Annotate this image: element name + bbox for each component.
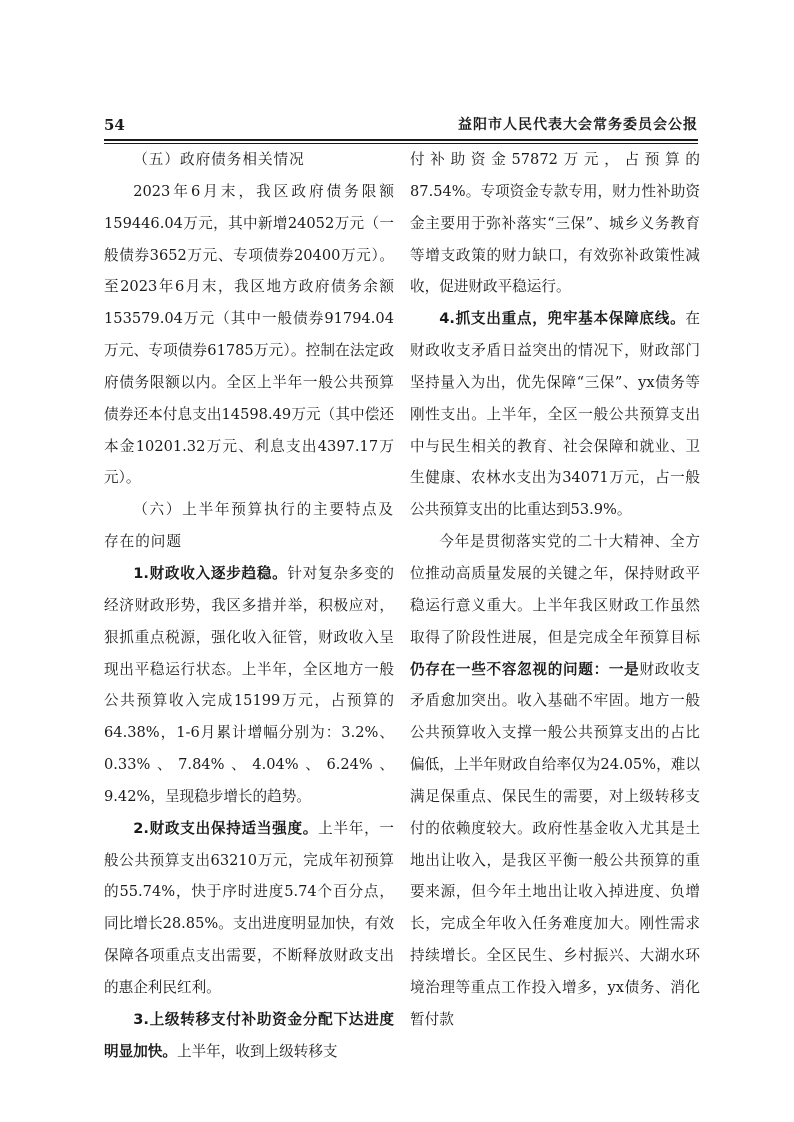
page-number: 54 <box>104 116 125 134</box>
left-column <box>104 144 394 1067</box>
point-body-expenditure: 上半年，一般公共预算支出63210万元，完成年初预算的55.74%，快于序时进度5.74个百分点，同比增长28.85%。支出进度明显加快，有效保障各项重点支出需要，不断释放财政支出的惠企利民红利。 <box>104 819 394 996</box>
paragraph-transfer-continued: 付补助资金57872万元，占预算的87.54%。专项资金专款专用，财力性补助资金主要用于弥补落实“三保”、城乡义务教育等增支政策的财力缺口，有效弥补政策性减收，促进财政平稳运行。 <box>410 151 700 296</box>
paragraph-revenue <box>104 558 394 813</box>
point-heading-priority: 4.抓支出重点，兜牢基本保障底线。 <box>439 310 686 328</box>
journal-title: 益阳市人民代表大会常务委员会公报 <box>458 117 698 133</box>
paragraph-debt: 2023年6月末，我区政府债务限额159446.04万元，其中新增24052万元（一般债券3652万元、专项债券20400万元）。至2023年6月末，我区地方政府债务余额153579.04万元（其中一般债券91794.04万元、专项债券61785万元）。控制在法定政府债务限额以内。全区上半年一般公共预算债券还本付息支出14598.49万元（其中偿还本金10201.32万元、利息支出4397.17万元）。 <box>104 182 394 487</box>
point-body-revenue: 针对复杂多变的经济财政形势，我区多措并举，积极应对，狠抓重点税源，强化收入征管，财政收入呈现出平稳运行状态。上半年，全区地方一般公共预算收入完成15199万元，占预算的64.38%，1-6月累计增幅分别为：3.2%、0.33%、7.84%、4.04%、6.24%、9.42%，呈现稳步增长的趋势。 <box>104 564 394 805</box>
point-heading-expenditure: 2.财政支出保持适当强度。 <box>133 819 319 837</box>
point-heading-transfer: 3.上级转移支付补助资金分配下达进度明显加快。 <box>104 1010 394 1060</box>
paragraph-priority-spending <box>410 303 700 526</box>
paragraph-expenditure <box>104 813 394 1004</box>
header-rule-thick <box>104 139 698 141</box>
point-heading-revenue: 1.财政收入逐步趋稳。 <box>133 564 288 582</box>
point-body-transfer: 上半年，收到上级转移支 <box>176 1042 338 1060</box>
problems-body: 财政收支矛盾愈加突出。收入基础不牢固。地方一般公共预算收入支撑一般公共预算支出的占比偏低，上半年财政自给率仅为24.05%，难以满足保重点、保民生的需要，对上级转移支付的依赖度较大。政府性基金收入尤其是土地出让收入，是我区平衡一般公共预算的重要来源，但今年土地出让收入掉进度、负增长，完成全年收入任务难度加大。刚性需求持续增长。全区民生、乡村振兴、大湖水环境治理等重点工作投入增多，yx债务、消化暂付款 <box>410 660 700 1028</box>
point-body-priority: 在财政收支矛盾日益突出的情况下，财政部门坚持量入为出，优先保障“三保”、yx债务等刚性支出。上半年，全区一般公共预算支出中与民生相关的教育、社会保障和就业、卫生健康、农林水支出为34071万元，占一般公共预算支出的比重达到53.9%。 <box>410 310 700 519</box>
paragraph-transfer <box>104 1004 394 1068</box>
problems-heading: 仍存在一些不容忽视的问题：一是 <box>410 660 640 678</box>
section-heading-debt: （五）政府债务相关情况 <box>133 151 305 168</box>
paragraph-problems <box>410 526 700 1036</box>
section-heading-features: （六）上半年预算执行的主要特点及存在的问题 <box>104 501 394 551</box>
page-header <box>104 114 698 136</box>
problems-lead: 今年是贯彻落实党的二十大精神、全方位推动高质量发展的关键之年，保持财政平稳运行意义重大。上半年我区财政工作虽然取得了阶段性进展，但是完成全年预算目标 <box>410 533 700 646</box>
right-column <box>410 144 700 1036</box>
